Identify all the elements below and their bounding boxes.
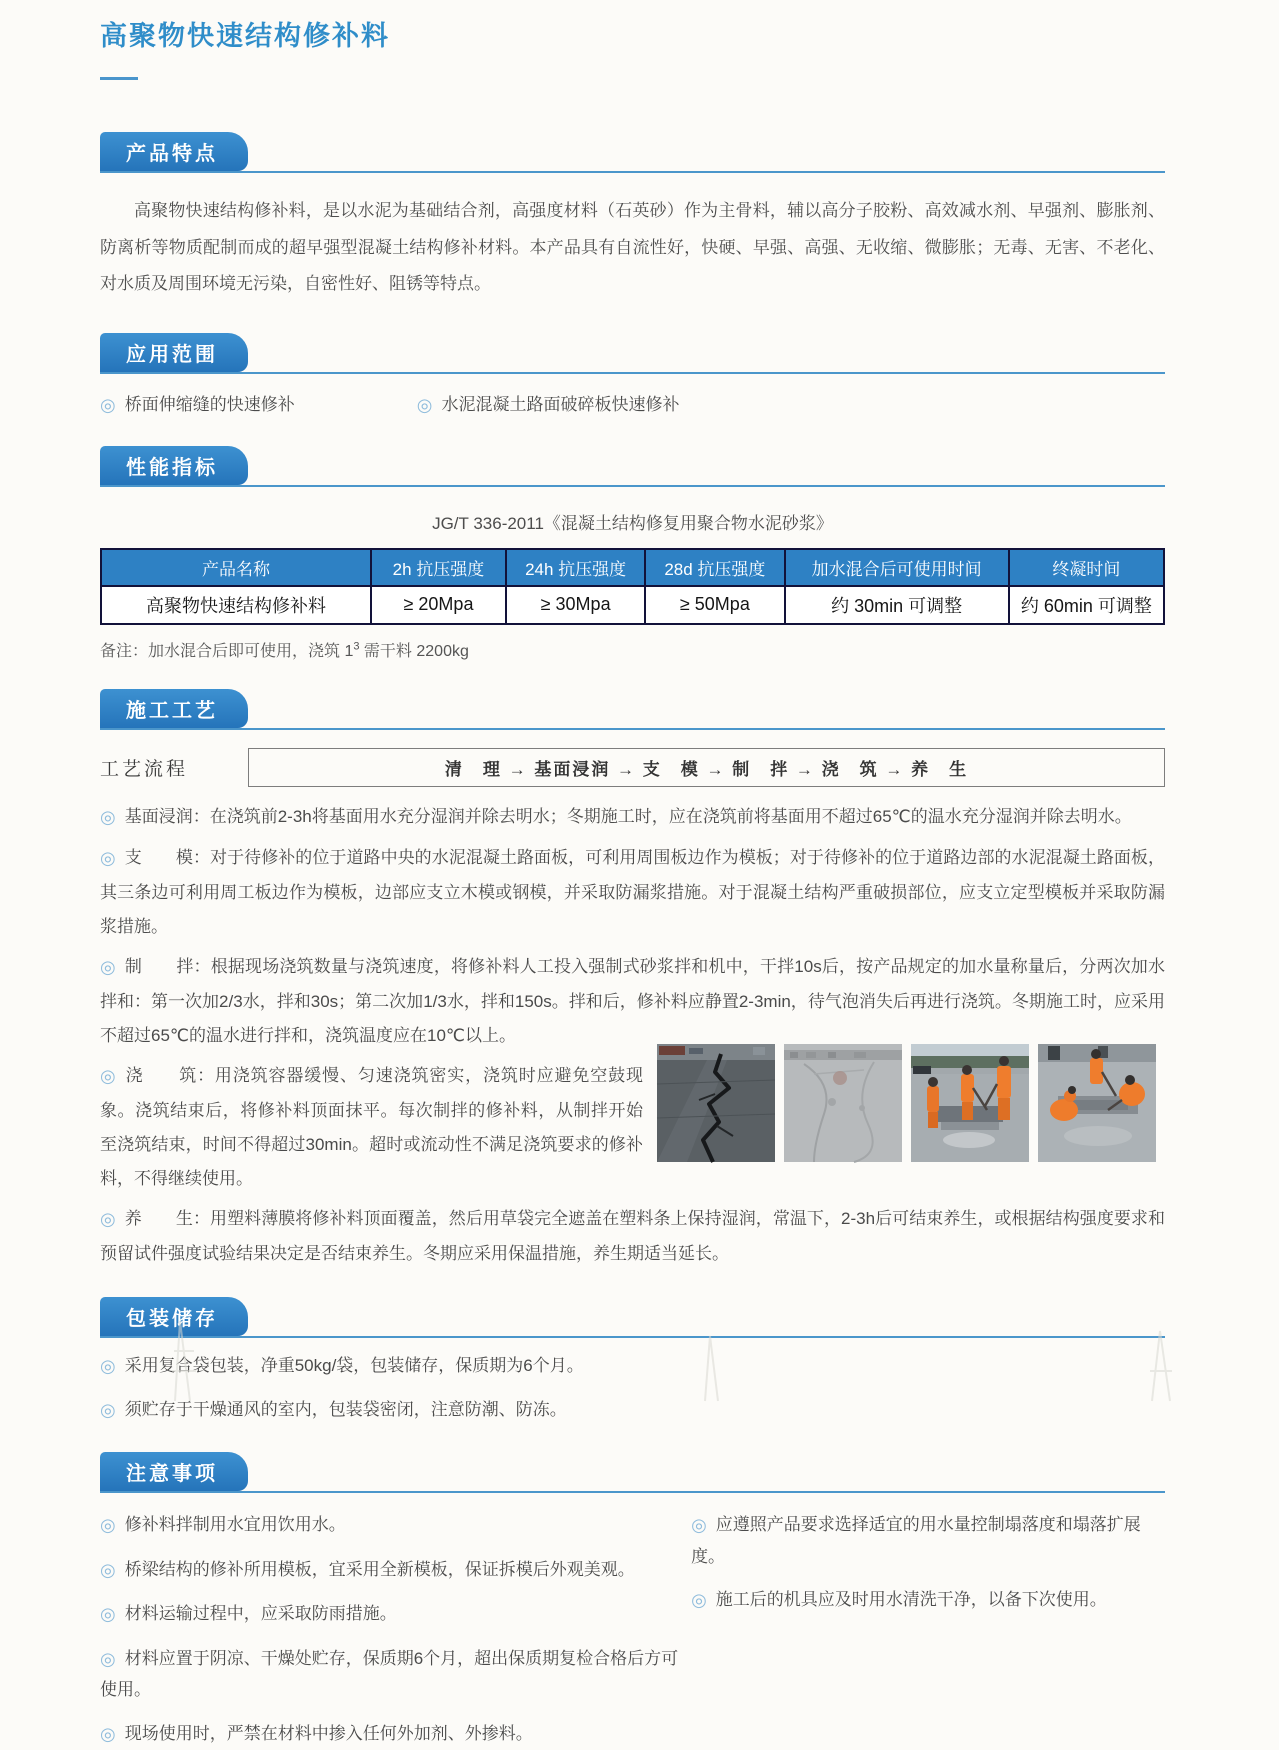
section-tab-performance: 性能指标	[100, 446, 248, 485]
table-cell: ≥ 50Mpa	[645, 586, 784, 624]
process-step-text: 浇 筑：用浇筑容器缓慢、匀速浇筑密实，浇筑时应避免空鼓现象。浇筑结束后，将修补料顶面抹平。每次制拌的修补料，从制拌开始至浇筑结束，时间不得超过30min。超时或流动性不满足浇筑要求的修补料，不得继续使用。	[100, 1065, 643, 1188]
notes-left-column	[100, 1497, 691, 1750]
notes-columns	[100, 1497, 1165, 1750]
process-flow-row	[100, 748, 1165, 787]
bullet-circle-icon: ◎	[100, 847, 116, 868]
note-item	[100, 1509, 691, 1541]
process-step	[100, 799, 1165, 835]
performance-table	[100, 548, 1165, 625]
note-prefix: 备注：加水混合后即可使用，浇筑 1	[100, 642, 354, 660]
note-item	[691, 1509, 1165, 1572]
note-item-text: 现场使用时，严禁在材料中掺入任何外加剂、外掺料。	[124, 1723, 533, 1743]
note-item	[100, 1598, 691, 1630]
note-item-text: 应遵照产品要求选择适宜的用水量控制塌落度和塌落扩展度。	[691, 1515, 1141, 1566]
table-header-cell: 28d 抗压强度	[645, 549, 784, 586]
applications-list	[100, 390, 1165, 416]
photo-concrete-damage-light	[784, 1044, 902, 1162]
bullet-circle-icon: ◎	[691, 1515, 707, 1536]
note-item-text: 桥梁结构的修补所用模板，宜采用全新模板，保证拆模后外观美观。	[124, 1559, 635, 1579]
process-step-text: 养 生：用塑料薄膜将修补料顶面覆盖，然后用草袋完全遮盖在塑料条上保持湿润，常温下，2-3h后可结束养生，或根据结构强度要求和预留试件强度试验结果决定是否结束养生。冬期应采用保温措施，养生期适当延长。	[100, 1208, 1165, 1263]
table-row	[101, 586, 1164, 624]
bullet-circle-icon: ◎	[416, 394, 433, 415]
process-step-text: 基面浸润：在浇筑前2-3h将基面用水充分湿润并除去明水；冬期施工时，应在浇筑前将基面用不超过65℃的温水充分湿润并除去明水。	[124, 806, 1132, 826]
table-header-cell: 加水混合后可使用时间	[785, 549, 1009, 586]
process-photos	[657, 1044, 1165, 1162]
bullet-circle-icon: ◎	[100, 1400, 116, 1421]
table-cell: 高聚物快速结构修补料	[101, 586, 371, 624]
note-item	[100, 1718, 691, 1750]
photo-road-joint-repair-workers	[911, 1044, 1029, 1162]
application-item	[417, 390, 680, 416]
table-note	[100, 638, 1165, 661]
note-item	[691, 1584, 1165, 1616]
note-suffix: 需干料 2200kg	[359, 642, 469, 660]
note-item	[100, 1643, 691, 1706]
note-superscript: 3	[353, 640, 360, 653]
bullet-circle-icon: ◎	[100, 1355, 116, 1376]
patch-pouring-workers-image	[1038, 1044, 1156, 1162]
bullet-circle-icon: ◎	[691, 1590, 707, 1611]
process-steps	[100, 799, 1165, 1271]
table-cell: 约 60min 可调整	[1009, 586, 1164, 624]
process-step	[100, 949, 1165, 1053]
section-header-features	[100, 132, 1165, 173]
process-flow-label: 工艺流程	[100, 758, 189, 780]
section-header-performance	[100, 446, 1165, 487]
process-flow-box: 清 理 → 基面浸润 → 支 模 → 制 拌 → 浇 筑 → 养 生	[248, 748, 1165, 787]
bullet-circle-icon: ◎	[100, 394, 116, 415]
packaging-item	[100, 1394, 1165, 1426]
table-header-cell: 产品名称	[101, 549, 371, 586]
bullet-circle-icon: ◎	[100, 1604, 116, 1625]
note-item-text: 施工后的机具应及时用水清洗干净，以备下次使用。	[715, 1590, 1107, 1610]
process-step-text: 支 模：对于待修补的位于道路中央的水泥混凝土路面板，可利用周围板边作为模板；对于待修补的位于道路边部的水泥混凝土路面板，其三条边可利用周工板边作为模板，边部应支立木模或钢模，并采取防漏浆措施。对于混凝土结构严重破损部位，应支立定型模板并采取防漏浆措施。	[100, 847, 1165, 936]
note-item-text: 修补料拌制用水宜用饮用水。	[124, 1515, 346, 1535]
section-tab-features: 产品特点	[100, 132, 248, 171]
note-item-text: 材料应置于阴凉、干燥处贮存，保质期6个月，超出保质期复检合格后方可使用。	[100, 1648, 679, 1699]
section-header-applications	[100, 333, 1165, 374]
section-tab-process: 施工工艺	[100, 689, 248, 728]
packaging-item-text: 采用复合袋包装，净重50kg/袋，包装储存，保质期为6个月。	[124, 1355, 584, 1375]
process-step-text: 制 拌：根据现场浇筑数量与浇筑速度，将修补料人工投入强制式砂浆拌和机中，干拌10s后，按产品规定的加水量称量后，分两次加水拌和：第一次加2/3水，拌和30s；第二次加1/3水，拌和150s。拌和后，修补料应静置2-3min，待气泡消失后再进行浇筑。冬期施工时，应采用不超过65℃的温水进行拌和，浇筑温度应在10℃以上。	[100, 956, 1165, 1045]
section-tab-packaging: 包装储存	[100, 1297, 248, 1336]
pavement-crack-image	[657, 1044, 775, 1162]
road-repair-workers-image	[911, 1044, 1029, 1162]
note-item-text: 材料运输过程中，应采取防雨措施。	[124, 1604, 397, 1624]
bullet-circle-icon: ◎	[100, 1648, 116, 1669]
bullet-circle-icon: ◎	[100, 1559, 116, 1580]
table-header-cell: 2h 抗压强度	[371, 549, 506, 586]
section-header-process	[100, 689, 1165, 730]
section-header-notes	[100, 1452, 1165, 1493]
bullet-circle-icon: ◎	[100, 1723, 116, 1744]
bullet-circle-icon: ◎	[100, 806, 116, 827]
standard-reference: JG/T 336-2011《混凝土结构修复用聚合物水泥砂浆》	[432, 513, 833, 533]
page-title: 高聚物快速结构修补料	[100, 21, 390, 51]
bullet-circle-icon: ◎	[100, 1208, 116, 1229]
table-cell: ≥ 30Mpa	[506, 586, 645, 624]
packaging-item-text: 须贮存于干燥通风的室内，包装袋密闭，注意防潮、防冻。	[124, 1400, 567, 1420]
table-cell: 约 30min 可调整	[785, 586, 1009, 624]
bullet-circle-icon: ◎	[100, 1515, 116, 1536]
photo-pavement-crack-dark	[657, 1044, 775, 1162]
section-tab-notes: 注意事项	[100, 1452, 248, 1491]
packaging-item	[100, 1350, 1165, 1382]
table-header-row	[101, 549, 1164, 586]
section-header-packaging	[100, 1297, 1165, 1338]
worker-figure	[927, 1077, 939, 1128]
table-header-cell: 终凝时间	[1009, 549, 1164, 586]
table-header-cell: 24h 抗压强度	[506, 549, 645, 586]
bullet-circle-icon: ◎	[100, 1065, 117, 1086]
process-step	[100, 1201, 1165, 1271]
title-underline	[100, 77, 138, 80]
application-item	[100, 390, 412, 416]
features-paragraph: 高聚物快速结构修补料，是以水泥为基础结合剂，高强度材料（石英砂）作为主骨料，辅以高分子胶粉、高效减水剂、早强剂、膨胀剂、防离析等物质配制而成的超早强型混凝土结构修补材料。本产品具有自流性好，快硬、早强、高强、无收缩、微膨胀；无毒、无害、不老化、对水质及周围环境无污染，自密性好、阻锈等特点。	[100, 201, 1165, 294]
process-step	[100, 840, 1165, 944]
concrete-damage-image	[784, 1044, 902, 1162]
application-item-label: 水泥混凝土路面破碎板快速修补	[441, 394, 680, 414]
application-item-label: 桥面伸缩缝的快速修补	[124, 394, 295, 414]
notes-right-column	[691, 1497, 1165, 1750]
bullet-circle-icon: ◎	[100, 956, 116, 977]
section-tab-applications: 应用范围	[100, 333, 248, 372]
photo-patch-pouring-workers	[1038, 1044, 1156, 1162]
table-cell: ≥ 20Mpa	[371, 586, 506, 624]
note-item	[100, 1554, 691, 1586]
